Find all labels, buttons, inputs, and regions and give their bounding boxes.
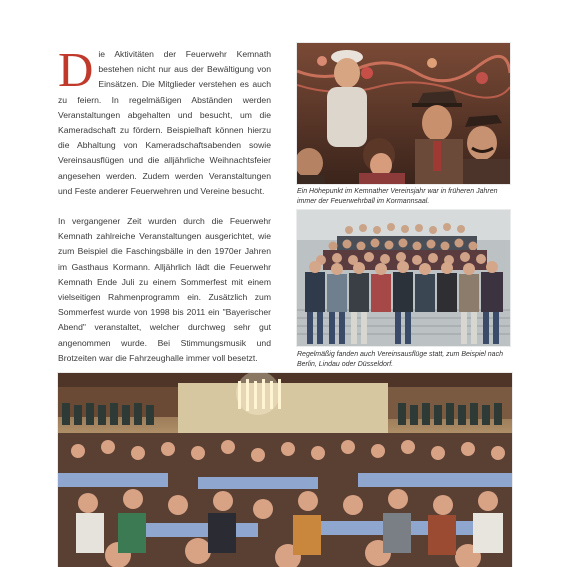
caption-photo-2: Regelmäßig fanden auch Vereinsausflüge statt, zum Beispiel nach Berlin, Lindau oder Düsseldorf. bbox=[297, 351, 503, 368]
photo-group-excursion bbox=[297, 210, 510, 346]
drop-cap-letter: D bbox=[58, 42, 94, 97]
photo-carnival-ball-image bbox=[297, 43, 510, 184]
caption-photo-1: Ein Höhepunkt im Kemnather Vereinsjahr war in früheren Jahren immer der Feuerwehrball im Kormannsaal. bbox=[297, 188, 498, 205]
photo-festival-hall-image bbox=[58, 373, 512, 567]
photo-group-excursion-image bbox=[297, 210, 510, 346]
article-paragraph-2: In vergangener Zeit wurden durch die Feuerwehr Kemnath zahlreiche Veranstaltungen ausgerichtet, wie zum Beispiel die Faschingsbälle in den 1970er Jahren im Gasthaus Kormann. Alljährlich lädt die Feuerwehr Kemnath Ende Juli zu einem Sommerfest mit einem vielseitigen Rahmenprogramm ein. Zusätzlich zum Sommerfest wurde von 1998 bis 2011 ein "Bayerischer Abend" veranstaltet, welcher durchweg sehr gut angenommen wurde. Bei Stimmungsmusik und Brotzeiten war die Fahrzeughalle immer voll besetzt. bbox=[58, 216, 271, 363]
article-paragraph-1 bbox=[58, 42, 271, 199]
paragraph-1-text: ie Aktivitäten der Feuerwehr Kemnath bestehen nicht nur aus der Bewältigung von Einsätzen. Die Mitglieder verstehen es auch zu feiern. In regelmäßigen Abständen werden Veranstaltungen abgehalten und besucht, um die Kameradschaft zu fördern. Beispielhaft können hierzu die Abhaltung von Kameradschaftsabenden sowie Vereinsausflügen und die alljährliche Weihnachtsfeier angesehen werden. Zudem werden Veranstaltungen und Feste anderer Feuerwehren und Vereine besucht. bbox=[58, 49, 271, 196]
photo-festival-hall bbox=[58, 373, 512, 567]
article-text-column bbox=[58, 42, 271, 381]
photo-carnival-ball bbox=[297, 43, 510, 184]
